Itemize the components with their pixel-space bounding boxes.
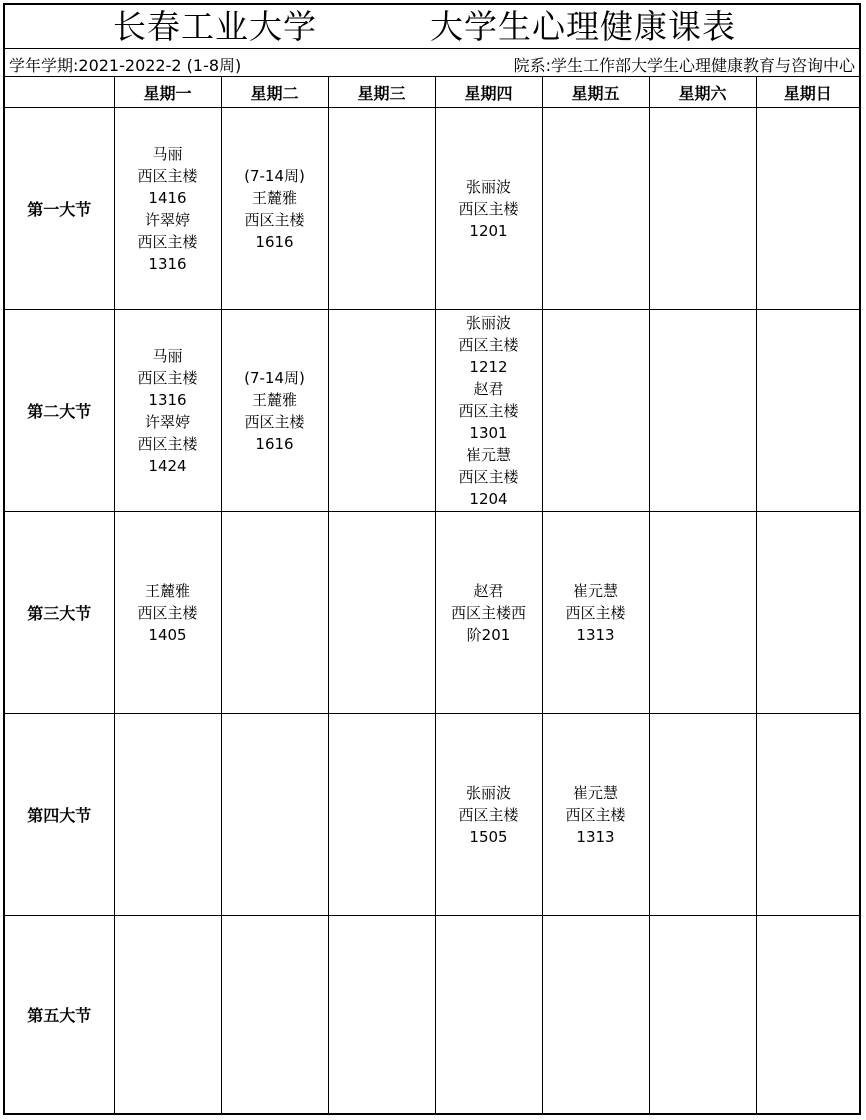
course-line: 1616 [255,434,294,453]
schedule-cell-sat [649,714,756,916]
school-title: 长春工业大学 [113,7,317,46]
schedule-cell-fri [542,512,649,714]
schedule-cell-fri [542,108,649,310]
course-line: 王麓雅 [251,390,297,409]
schedule-cell-tue [221,108,328,310]
course-line: 许翠婷 [144,210,190,229]
course-line: 西区主楼 [458,805,519,824]
schedule-cell-wed [328,714,435,916]
schedule-cell-wed [328,310,435,512]
period-row [5,714,859,916]
course-line: 张丽波 [465,313,511,332]
course-line: 西区主楼 [137,434,198,453]
schedule-cell-fri [542,310,649,512]
schedule-table [5,77,859,1114]
period-row [5,916,859,1114]
schedule-cell-thu [435,310,542,512]
schedule-cell-wed [328,916,435,1114]
day-header-fri: 星期五 [542,77,649,108]
schedule-cell-tue [221,714,328,916]
schedule-cell-sun [756,512,859,714]
course-line: 西区主楼 [458,467,519,486]
schedule-cell-sun [756,916,859,1114]
course-line: 马丽 [152,346,183,365]
course-line: 张丽波 [465,783,511,802]
course-line: 西区主楼 [565,603,626,622]
schedule-cell-sat [649,108,756,310]
schedule-cell-mon [114,108,221,310]
course-line: 赵君 [473,379,504,398]
schedule-cell-wed [328,512,435,714]
course-line: 西区主楼西 [450,603,526,622]
schedule-cell-sat [649,310,756,512]
course-line: 西区主楼 [137,232,198,251]
course-line: 1405 [148,625,187,644]
course-line: 1316 [148,254,187,273]
title-row [5,5,859,49]
schedule-cell-sun [756,310,859,512]
period-label: 第四大节 [5,714,114,916]
course-line: 西区主楼 [137,603,198,622]
day-header-sun: 星期日 [756,77,859,108]
course-line: 西区主楼 [137,166,198,185]
day-header-wed: 星期三 [328,77,435,108]
period-label: 第五大节 [5,916,114,1114]
schedule-cell-thu [435,916,542,1114]
course-line: 西区主楼 [565,805,626,824]
course-line: 许翠婷 [144,412,190,431]
day-header-thu: 星期四 [435,77,542,108]
course-line: 1204 [469,489,508,508]
schedule-cell-mon [114,310,221,512]
course-line: 西区主楼 [458,335,519,354]
course-line: 1616 [255,232,294,251]
course-line: 赵君 [473,581,504,600]
period-label: 第二大节 [5,310,114,512]
department-info: 院系:学生工作部大学生心理健康教育与咨询中心 [513,56,855,75]
course-line: 1301 [469,423,508,442]
header-row [5,77,859,108]
course-line: (7-14周) [244,368,305,387]
schedule-cell-thu [435,512,542,714]
schedule-cell-mon [114,512,221,714]
corner-cell [5,77,114,108]
course-line: (7-14周) [244,166,305,185]
course-line: 崔元慧 [572,581,618,600]
timetable-sheet [3,3,861,1115]
schedule-cell-wed [328,108,435,310]
period-row [5,310,859,512]
period-label: 第一大节 [5,108,114,310]
schedule-cell-sun [756,108,859,310]
course-line: 西区主楼 [458,199,519,218]
schedule-cell-fri [542,916,649,1114]
schedule-cell-sun [756,714,859,916]
course-line: 马丽 [152,144,183,163]
period-row [5,512,859,714]
schedule-cell-fri [542,714,649,916]
course-line: 1201 [469,221,508,240]
course-line: 西区主楼 [244,412,305,431]
course-line: 1313 [576,827,615,846]
course-line: 1505 [469,827,508,846]
schedule-cell-sat [649,512,756,714]
course-line: 1313 [576,625,615,644]
course-line: 1416 [148,188,187,207]
schedule-cell-tue [221,512,328,714]
schedule-cell-tue [221,916,328,1114]
course-line: 崔元慧 [572,783,618,802]
day-header-sat: 星期六 [649,77,756,108]
course-line: 崔元慧 [465,445,511,464]
course-line: 1212 [469,357,508,376]
schedule-cell-mon [114,916,221,1114]
period-row [5,108,859,310]
course-line: 1316 [148,390,187,409]
course-line: 西区主楼 [137,368,198,387]
course-line: 张丽波 [465,177,511,196]
day-header-mon: 星期一 [114,77,221,108]
period-label: 第三大节 [5,512,114,714]
course-line: 西区主楼 [244,210,305,229]
schedule-cell-tue [221,310,328,512]
course-line: 西区主楼 [458,401,519,420]
day-header-tue: 星期二 [221,77,328,108]
schedule-cell-sat [649,916,756,1114]
term-info: 学年学期:2021-2022-2 (1-8周) [9,56,242,75]
course-line: 1424 [148,456,187,475]
schedule-cell-thu [435,714,542,916]
schedule-cell-thu [435,108,542,310]
timetable-title: 大学生心理健康课表 [430,7,736,46]
schedule-cell-mon [114,714,221,916]
course-line: 王麓雅 [144,581,190,600]
info-row [5,49,859,77]
course-line: 王麓雅 [251,188,297,207]
course-line: 阶201 [466,625,511,644]
